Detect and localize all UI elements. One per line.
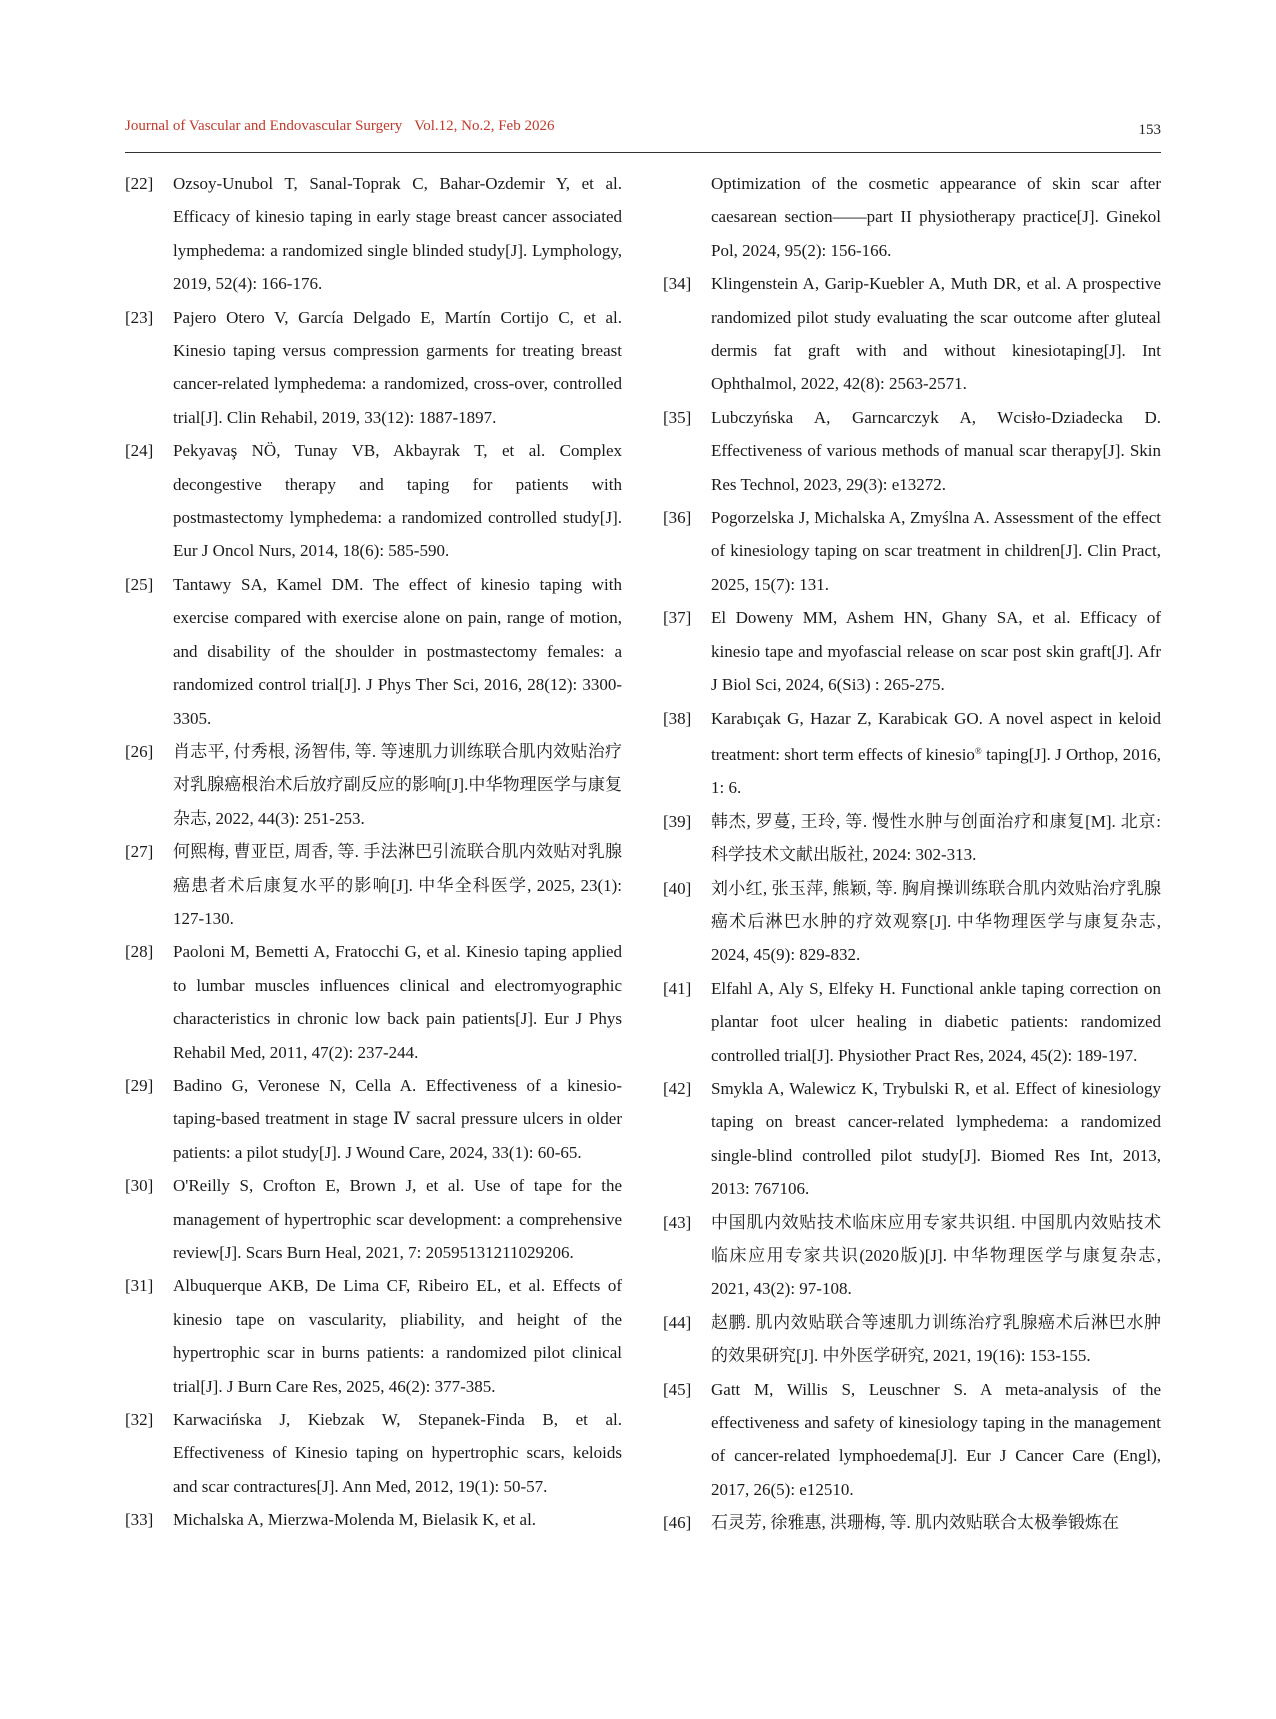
reference-text: Gatt M, Willis S, Leuschner S. A meta-analysis of the effectiveness and safety of kinesiology taping in the management of cancer-related lymphoedema[J]. Eur J Cancer Care (Engl), 2017, 26(5): e12510. — [711, 1379, 1161, 1499]
reference-item — [663, 1306, 1161, 1373]
reference-text: El Doweny MM, Ashem HN, Ghany SA, et al. Efficacy of kinesio tape and myofascial release on scar post skin graft[J]. Afr J Biol Sci, 2024, 6(Si3) : 265-275. — [711, 608, 1161, 695]
reference-text: Ozsoy-Unubol T, Sanal-Toprak C, Bahar-Ozdemir Y, et al. Efficacy of kinesio taping in early stage breast cancer associated lymphedema: a randomized single blinded study[J]. Lymphology, 2019, 52(4): 166-176. — [173, 174, 622, 294]
reference-number: [41] — [663, 978, 692, 998]
reference-item — [663, 1373, 1161, 1507]
reference-number: [33] — [125, 1510, 154, 1530]
reference-text: 中国肌内效贴技术临床应用专家共识组. 中国肌内效贴技术临床应用专家共识(2020版)[J]. 中华物理医学与康复杂志, 2021, 43(2): 97-108. — [711, 1212, 1161, 1299]
reference-text: 韩杰, 罗蔓, 王玲, 等. 慢性水肿与创面治疗和康复[M]. 北京: 科学技术文献出版社, 2024: 302-313. — [711, 811, 1161, 865]
reference-item — [663, 501, 1161, 601]
reference-text: Paoloni M, Bemetti A, Fratocchi G, et al. Kinesio taping applied to lumbar muscles influences clinical and electromyographic characteristics in chronic low back pain patients[J]. Eur J Phys Rehabil Med, 2011, 47(2): 237-244. — [173, 942, 622, 1062]
reference-number: [37] — [663, 608, 692, 628]
reference-text: O'Reilly S, Crofton E, Brown J, et al. Use of tape for the management of hypertrophic scar development: a comprehensive review[J]. Scars Burn Heal, 2021, 7: 20595131211029206. — [173, 1176, 622, 1262]
reference-text: Pekyavaş NÖ, Tunay VB, Akbayrak T, et al. Complex decongestive therapy and taping for patients with postmastectomy lymphedema: a randomized controlled study[J]. Eur J Oncol Nurs, 2014, 18(6): 585-590. — [173, 441, 622, 561]
reference-number: [23] — [125, 307, 154, 327]
reference-text-tail: taping[J]. J Orthop, 2016, 1: 6. — [711, 744, 1161, 798]
reference-text: 石灵芳, 徐雅惠, 洪珊梅, 等. 肌内效贴联合太极拳锻炼在 — [711, 1513, 1119, 1533]
reference-text: Michalska A, Mierzwa-Molenda M, Bielasik K, et al. — [173, 1510, 537, 1530]
registered-mark: ® — [974, 745, 982, 756]
reference-number: [36] — [663, 508, 692, 528]
reference-item — [663, 702, 1161, 805]
reference-text: 何熙梅, 曹亚臣, 周香, 等. 手法淋巴引流联合肌内效贴对乳腺癌患者术后康复水平的影响[J]. 中华全科医学, 2025, 23(1): 127-130. — [173, 842, 622, 928]
left-column — [125, 167, 622, 1537]
reference-number: [26] — [125, 741, 154, 761]
reference-item — [125, 835, 622, 935]
reference-item — [125, 935, 622, 1069]
reference-item — [663, 872, 1161, 972]
reference-text: Elfahl A, Aly S, Elfeky H. Functional ankle taping correction on plantar foot ulcer healing in diabetic patients: randomized controlled trial[J]. Physiother Pract Res, 2024, 45(2): 189-197. — [711, 978, 1161, 1065]
reference-item — [125, 167, 622, 301]
reference-number: [24] — [125, 441, 154, 461]
reference-number: [22] — [125, 174, 154, 193]
reference-number: [42] — [663, 1078, 692, 1098]
journal-title: Journal of Vascular and Endovascular Surgery — [125, 118, 403, 134]
reference-item — [663, 267, 1161, 401]
reference-item — [663, 805, 1161, 872]
reference-number: [35] — [663, 407, 692, 427]
reference-text: 肖志平, 付秀根, 汤智伟, 等. 等速肌力训练联合肌内效贴治疗对乳腺癌根治术后放疗副反应的影响[J].中华物理医学与康复杂志, 2022, 44(3): 251-253. — [173, 741, 622, 828]
reference-number: [46] — [663, 1513, 692, 1533]
reference-text: Smykla A, Walewicz K, Trybulski R, et al. Effect of kinesiology taping on breast cancer-related lymphedema: a randomized single-blind controlled pilot study[J]. Biomed Res Int, 2013, 2013: 767106. — [711, 1078, 1161, 1199]
reference-item — [125, 301, 622, 435]
reference-number: [45] — [663, 1379, 692, 1399]
reference-text: Albuquerque AKB, De Lima CF, Ribeiro EL, et al. Effects of kinesio tape on vascularity, pliability, and height of the hypertrophic scar in burns patients: a randomized pilot clinical trial[J]. J Burn Care Res, 2025, 46(2): 377-385. — [173, 1276, 622, 1396]
reference-number: [27] — [125, 842, 154, 862]
reference-item — [125, 1069, 622, 1169]
reference-item — [125, 434, 622, 568]
right-column — [663, 167, 1161, 1540]
running-header — [125, 114, 1161, 153]
reference-item — [125, 1503, 622, 1536]
reference-text: Badino G, Veronese N, Cella A. Effectiveness of a kinesio-taping-based treatment in stage Ⅳ sacral pressure ulcers in older patients: a pilot study[J]. J Wound Care, 2024, 33(1): 60-65. — [173, 1075, 622, 1162]
reference-text: Klingenstein A, Garip-Kuebler A, Muth DR, et al. A prospective randomized pilot study evaluating the scar outcome after gluteal dermis fat graft with and without kinesiotaping[J]. Int Ophthalmol, 2022, 42(8): 2563-2571. — [711, 274, 1161, 394]
reference-text: Pajero Otero V, García Delgado E, Martín Cortijo C, et al. Kinesio taping versus compression garments for treating breast cancer-related lymphedema: a randomized, cross-over, controlled trial[J]. Clin Rehabil, 2019, 33(12): 1887-1897. — [173, 307, 622, 427]
reference-item — [125, 1269, 622, 1403]
reference-item — [663, 1506, 1161, 1539]
reference-number: [30] — [125, 1176, 154, 1196]
reference-text: Optimization of the cosmetic appearance of skin scar after caesarean section——part II physiotherapy practice[J]. Ginekol Pol, 2024, 95(2): 156-166. — [711, 174, 1161, 260]
reference-continuation — [663, 167, 1161, 267]
reference-text: Tantawy SA, Kamel DM. The effect of kinesio taping with exercise compared with exercise alone on pain, range of motion, and disability of the shoulder in postmastectomy females: a randomized control trial[J]. J Phys Ther Sci, 2016, 28(12): 3300-3305. — [173, 574, 622, 728]
reference-text: 刘小红, 张玉萍, 熊颖, 等. 胸肩操训练联合肌内效贴治疗乳腺癌术后淋巴水肿的疗效观察[J]. 中华物理医学与康复杂志, 2024, 45(9): 829-832. — [711, 878, 1161, 965]
reference-item — [663, 401, 1161, 501]
reference-text: Karwacińska J, Kiebzak W, Stepanek-Finda B, et al. Effectiveness of Kinesio taping on hypertrophic scars, keloids and scar contractures[J]. Ann Med, 2012, 19(1): 50-57. — [173, 1410, 622, 1496]
journal-info — [125, 118, 554, 135]
reference-text: Lubczyńska A, Garncarczyk A, Wcisło-Dziadecka D. Effectiveness of various methods of manual scar therapy[J]. Skin Res Technol, 2023, 29(3): e13272. — [711, 407, 1161, 494]
reference-number: [28] — [125, 942, 154, 962]
reference-text: 赵鹏. 肌内效贴联合等速肌力训练治疗乳腺癌术后淋巴水肿的效果研究[J]. 中外医学研究, 2021, 19(16): 153-155. — [711, 1312, 1161, 1366]
reference-item — [125, 1169, 622, 1269]
reference-number: [29] — [125, 1075, 154, 1095]
reference-item — [663, 601, 1161, 701]
reference-number: [43] — [663, 1212, 692, 1232]
reference-number: [44] — [663, 1312, 692, 1332]
page-number: 153 — [1138, 122, 1161, 138]
reference-text: Pogorzelska J, Michalska A, Zmyślna A. Assessment of the effect of kinesiology taping on scar treatment in children[J]. Clin Pract, 2025, 15(7): 131. — [711, 508, 1161, 594]
reference-number: [32] — [125, 1410, 154, 1430]
reference-item — [663, 1072, 1161, 1206]
reference-number: [31] — [125, 1276, 154, 1296]
reference-number: [40] — [663, 878, 692, 898]
reference-number: [38] — [663, 708, 692, 728]
reference-number: [39] — [663, 811, 692, 831]
reference-text: Karabıçak G, Hazar Z, Karabicak GO. A novel aspect in keloid treatment: short term effects of kinesio — [711, 708, 1161, 764]
reference-number: [34] — [663, 274, 692, 294]
reference-item — [125, 1403, 622, 1503]
reference-item — [663, 1206, 1161, 1306]
reference-item — [663, 972, 1161, 1072]
journal-volume: Vol.12, No.2, Feb 2026 — [414, 118, 555, 134]
reference-item — [125, 568, 622, 735]
reference-number: [25] — [125, 574, 154, 594]
reference-item — [125, 735, 622, 835]
